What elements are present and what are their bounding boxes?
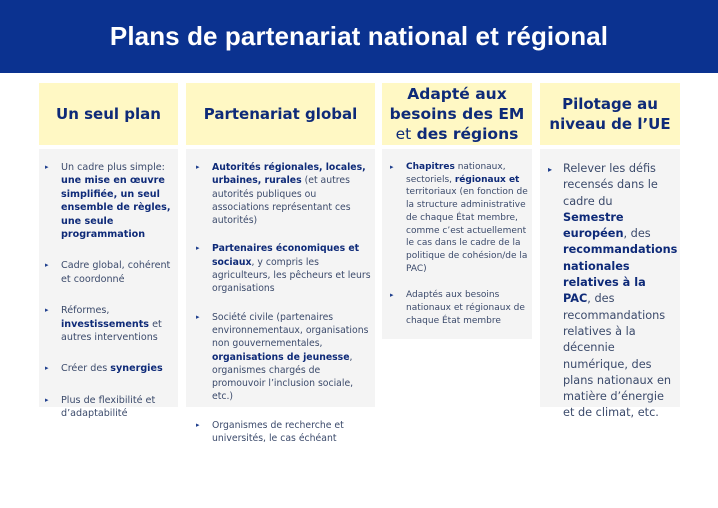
bold-text: régionaux et <box>454 174 520 185</box>
column-heading <box>382 83 532 145</box>
bullet-list <box>43 161 174 421</box>
text: , y compris les agriculteurs, les pêcheurs et leurs organisations <box>212 256 371 295</box>
list-item <box>43 394 174 421</box>
column-heading: Partenariat global <box>186 83 375 145</box>
text: Société civile (partenaires environnementaux, organisations non gouvernementales, <box>212 311 369 350</box>
text: (et autres autorités publiques ou associations représentant ces autorités) <box>212 175 351 227</box>
text: Adaptés aux besoins nationaux et régionaux de chaque État membre <box>406 290 525 326</box>
heading-line-3a: et <box>395 125 412 143</box>
column-body <box>540 149 680 420</box>
text: Réformes, <box>61 305 110 317</box>
bold-text: Chapitres <box>406 162 455 172</box>
column-heading <box>540 83 680 145</box>
bold-text: une mise en œuvre simplifiée, un seul ensemble de règles, une seule programmation <box>61 175 171 241</box>
list-item <box>386 289 528 327</box>
bold-text: Partenaires économiques et sociaux <box>212 243 360 268</box>
text: territoriaux (en fonction de la structure administrative de chaque État membre, comme c’est actuellement le cas dans le cadre de la politique de cohésion/de la PAC) <box>406 187 528 274</box>
bullet-list <box>544 161 676 422</box>
heading-line-1: Pilotage au <box>562 95 658 113</box>
heading-line-2: niveau de l’UE <box>549 115 671 133</box>
heading-line-3b: des régions <box>416 125 519 143</box>
bold-text: Semestre européen <box>563 210 624 241</box>
text: , des <box>623 227 651 241</box>
text: , des recommandations relatives à la décennie numérique, des plans nationaux en matière d’énergie et de climat, etc. <box>563 292 672 420</box>
column-heading: Un seul plan <box>39 83 178 145</box>
column-eu-steering <box>540 83 680 420</box>
bold-text: recommandations nationales relatives à la PAC <box>563 243 678 306</box>
bold-text: Autorités régionales, locales, urbaines, rurales <box>212 162 366 187</box>
list-item <box>43 161 174 241</box>
column-one-plan <box>39 83 178 420</box>
column-body <box>39 149 178 420</box>
column-body <box>382 149 532 339</box>
list-item <box>544 161 676 422</box>
list-item <box>190 419 371 446</box>
bold-text: investissements <box>61 318 150 330</box>
heading-line-1: Adapté aux <box>407 85 507 103</box>
list-item <box>386 161 528 275</box>
bold-text: synergies <box>110 363 163 375</box>
text: Relever les défis recensés dans le cadre du <box>563 162 658 208</box>
list-item <box>190 242 371 295</box>
heading-line-2: besoins des EM <box>389 105 525 123</box>
text: Créer des <box>61 363 111 375</box>
column-global-partnership <box>186 83 375 445</box>
slide-title: Plans de partenariat national et régional <box>109 21 609 51</box>
list-item <box>190 161 371 227</box>
bullet-list <box>386 161 528 327</box>
bullet-list <box>190 161 371 445</box>
list-item <box>43 259 174 286</box>
text: Cadre global, cohérent et coordonné <box>61 260 171 285</box>
text: et autres interventions <box>61 318 162 344</box>
column-adapted-needs <box>382 83 532 339</box>
text: , organismes chargés de promouvoir l’inclusion sociale, etc.) <box>212 351 354 403</box>
list-item <box>43 362 174 375</box>
title-bar <box>0 0 718 73</box>
bold-text: organisations de jeunesse <box>212 351 350 363</box>
text: nationaux, sectoriels, <box>406 162 506 185</box>
text: Plus de flexibilité et d’adaptabilité <box>61 394 156 420</box>
list-item <box>43 304 174 344</box>
column-body <box>186 149 375 445</box>
text: Organismes de recherche et universités, le cas échéant <box>212 419 344 445</box>
list-item <box>190 311 371 404</box>
text: Un cadre plus simple: <box>61 162 165 173</box>
